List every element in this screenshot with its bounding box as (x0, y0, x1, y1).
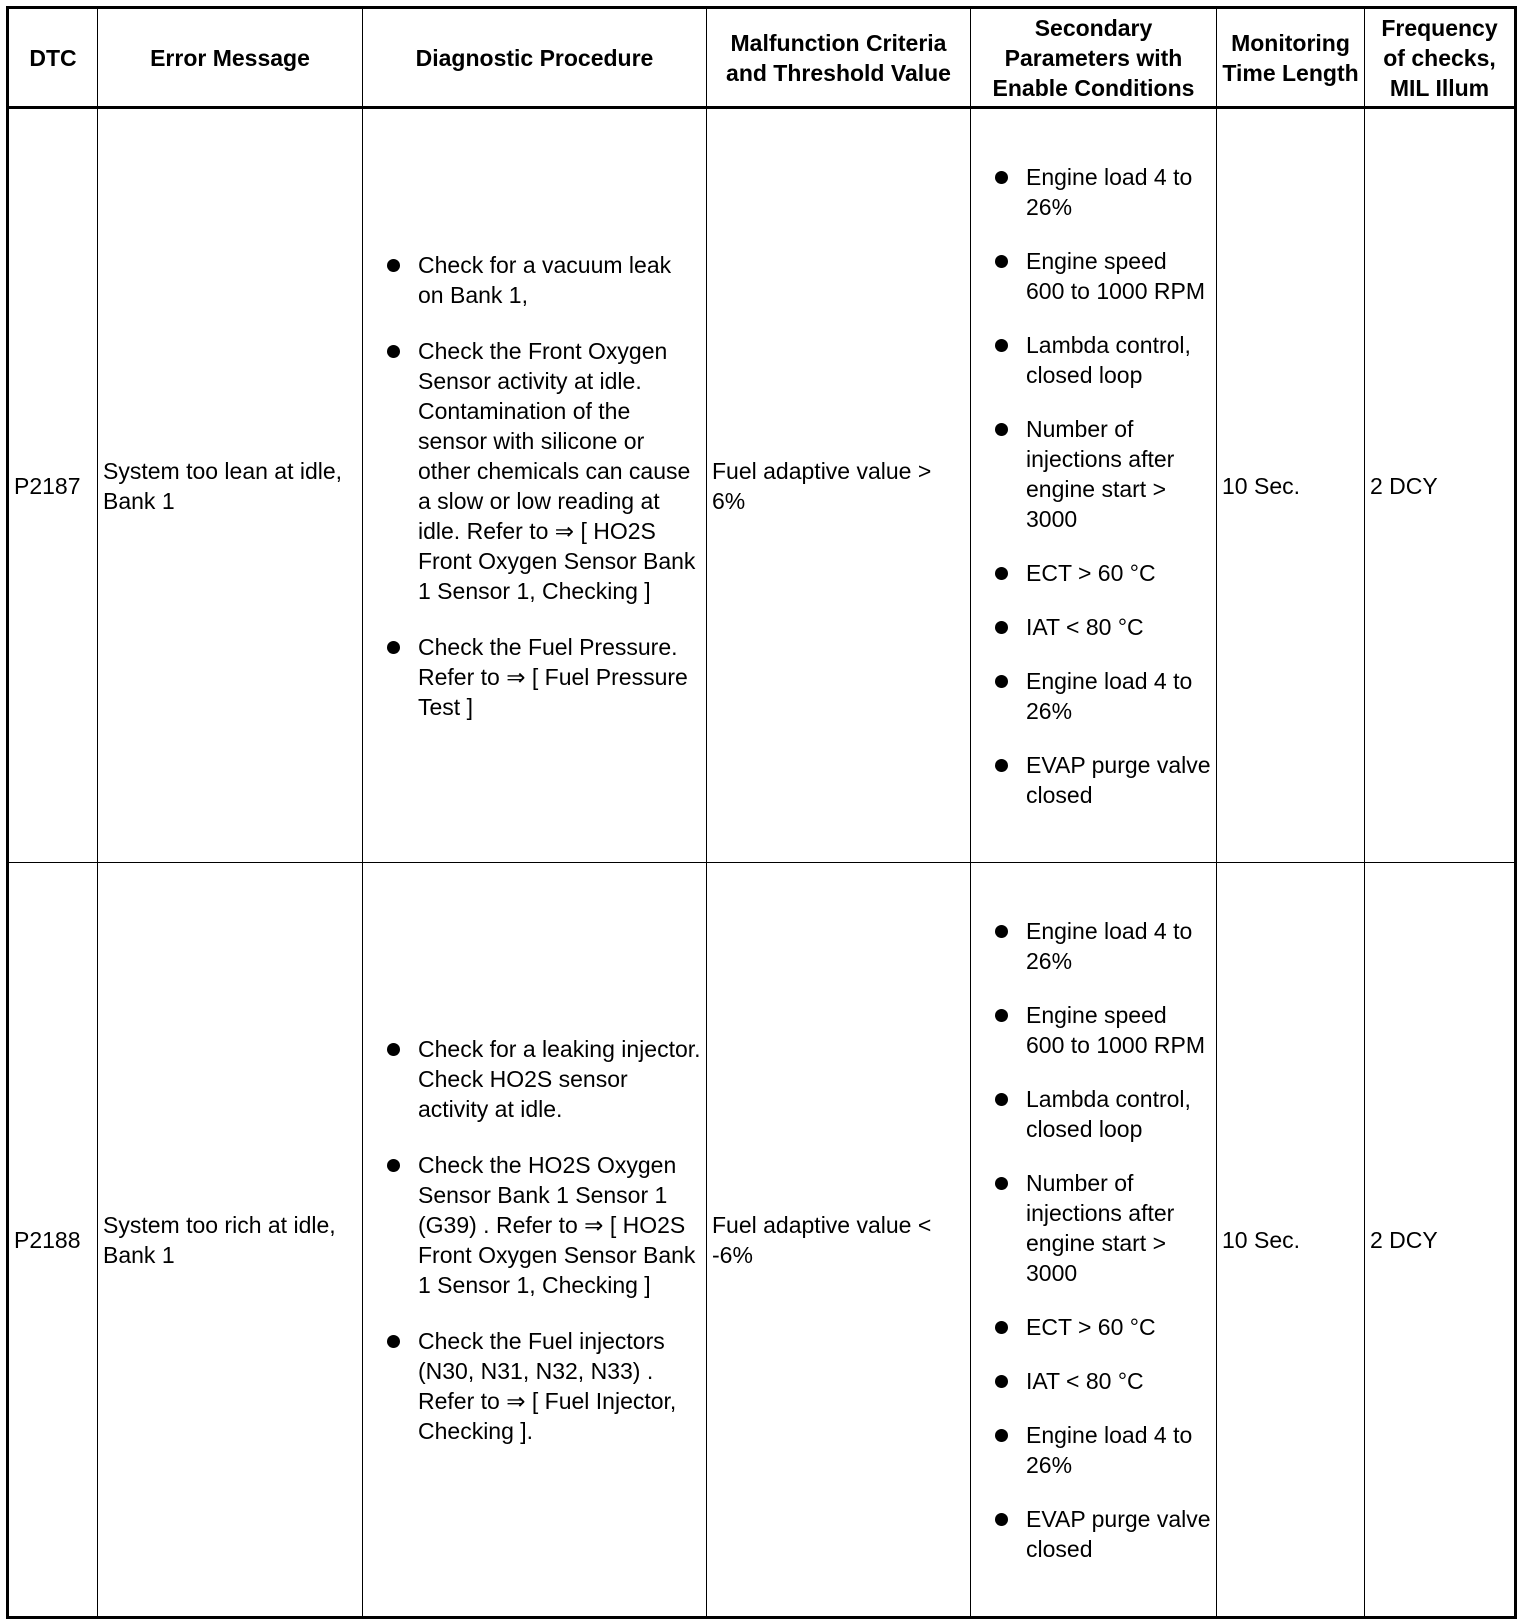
parameter-list (976, 916, 1211, 1564)
header-secondary-parameters: Secondary Parameters with Enable Conditions (971, 8, 1217, 108)
header-frequency: Frequency of checks, MIL Illum (1365, 8, 1516, 108)
procedure-list (368, 250, 701, 722)
dtc-code: P2187 (8, 108, 98, 863)
parameter-item: Lambda control, closed loop (976, 1084, 1211, 1144)
parameter-item: Engine load 4 to 26% (976, 1420, 1211, 1480)
procedure-step: Check the Fuel injectors (N30, N31, N32, N33) . Refer to ⇒ [ Fuel Injector, Checking ]. (368, 1326, 701, 1446)
parameter-item: IAT < 80 °C (976, 1366, 1211, 1396)
check-frequency: 2 DCY (1365, 863, 1516, 1618)
parameter-item: Lambda control, closed loop (976, 330, 1211, 390)
table-header-row (8, 8, 1516, 108)
parameter-item: Number of injections after engine start > 3000 (976, 414, 1211, 534)
parameter-item: Engine speed 600 to 1000 RPM (976, 246, 1211, 306)
error-message: System too rich at idle, Bank 1 (98, 863, 363, 1618)
procedure-step: Check for a leaking injector. Check HO2S sensor activity at idle. (368, 1034, 701, 1124)
secondary-parameters (971, 863, 1217, 1618)
parameter-item: Number of injections after engine start > 3000 (976, 1168, 1211, 1288)
header-dtc: DTC (8, 8, 98, 108)
procedure-step: Check the HO2S Oxygen Sensor Bank 1 Sensor 1 (G39) . Refer to ⇒ [ HO2S Front Oxygen Sensor Bank 1 Sensor 1, Checking ] (368, 1150, 701, 1300)
diagnostic-procedure (363, 108, 707, 863)
header-error-message: Error Message (98, 8, 363, 108)
parameter-item: Engine load 4 to 26% (976, 666, 1211, 726)
header-malfunction-criteria: Malfunction Criteria and Threshold Value (707, 8, 971, 108)
procedure-step: Check for a vacuum leak on Bank 1, (368, 250, 701, 310)
dtc-table (6, 6, 1517, 1619)
parameter-item: Engine load 4 to 26% (976, 162, 1211, 222)
parameter-item: EVAP purge valve closed (976, 750, 1211, 810)
table-row (8, 863, 1516, 1618)
secondary-parameters (971, 108, 1217, 863)
error-message: System too lean at idle, Bank 1 (98, 108, 363, 863)
malfunction-criteria: Fuel adaptive value < -6% (707, 863, 971, 1618)
header-diagnostic-procedure: Diagnostic Procedure (363, 8, 707, 108)
monitoring-time: 10 Sec. (1217, 108, 1365, 863)
parameter-item: IAT < 80 °C (976, 612, 1211, 642)
procedure-list (368, 1034, 701, 1446)
diagnostic-procedure (363, 863, 707, 1618)
parameter-item: Engine load 4 to 26% (976, 916, 1211, 976)
parameter-item: EVAP purge valve closed (976, 1504, 1211, 1564)
monitoring-time: 10 Sec. (1217, 863, 1365, 1618)
table-row (8, 108, 1516, 863)
procedure-step: Check the Front Oxygen Sensor activity at idle. Contamination of the sensor with silicone or other chemicals can cause a slow or low reading at idle. Refer to ⇒ [ HO2S Front Oxygen Sensor Bank 1 Sensor 1, Checking ] (368, 336, 701, 606)
header-monitoring-time: Monitoring Time Length (1217, 8, 1365, 108)
procedure-step: Check the Fuel Pressure. Refer to ⇒ [ Fuel Pressure Test ] (368, 632, 701, 722)
parameter-list (976, 162, 1211, 810)
dtc-code: P2188 (8, 863, 98, 1618)
malfunction-criteria: Fuel adaptive value > 6% (707, 108, 971, 863)
parameter-item: Engine speed 600 to 1000 RPM (976, 1000, 1211, 1060)
check-frequency: 2 DCY (1365, 108, 1516, 863)
parameter-item: ECT > 60 °C (976, 558, 1211, 588)
parameter-item: ECT > 60 °C (976, 1312, 1211, 1342)
